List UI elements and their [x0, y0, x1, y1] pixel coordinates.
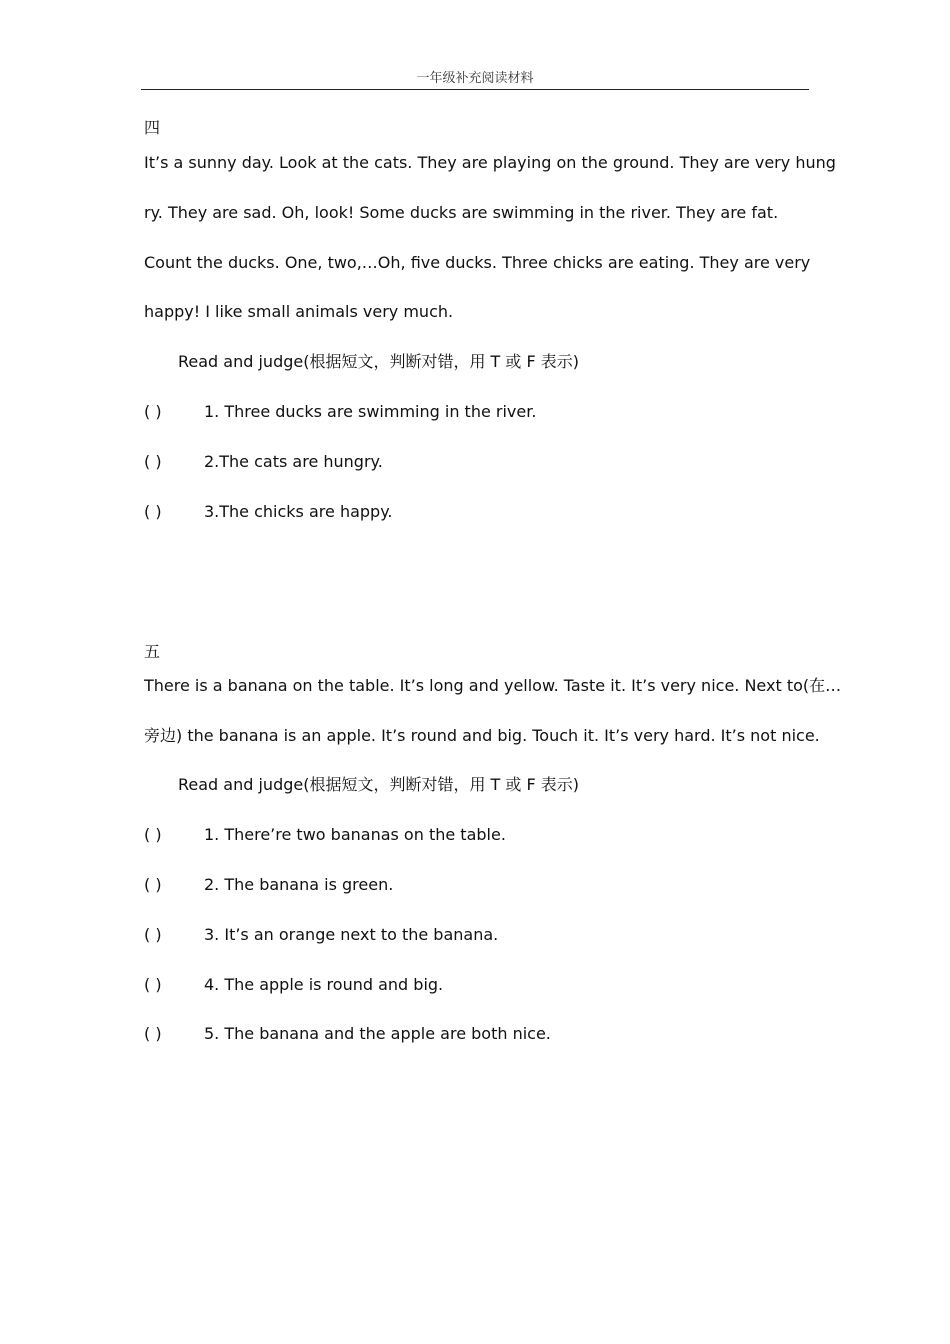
question-text: 3.The chicks are happy.: [204, 502, 393, 521]
passage-line: Count the ducks. One, two,…Oh, five ducks. Three chicks are eating. They are very: [144, 253, 811, 272]
question-text: 2. The banana is green.: [204, 875, 394, 894]
question-text: 1. Three ducks are swimming in the river.: [204, 402, 537, 421]
instruction: Read and judge(根据短文，判断对错，用 T 或 F 表示): [178, 352, 580, 371]
section-number: 四: [144, 118, 161, 137]
question-text: 4. The apple is round and big.: [204, 975, 444, 994]
question-row: [144, 401, 536, 423]
question-text: 2.The cats are hungry.: [204, 452, 383, 471]
answer-blank[interactable]: ( ): [144, 825, 162, 844]
passage-line: It’s a sunny day. Look at the cats. They are playing on the ground. They are very hung: [144, 153, 836, 172]
passage-line: There is a banana on the table. It’s long and yellow. Taste it. It’s very nice. Next to(在…: [144, 676, 842, 695]
answer-blank[interactable]: ( ): [144, 452, 162, 471]
question-text: 5. The banana and the apple are both nice.: [204, 1024, 551, 1043]
instruction: Read and judge(根据短文，判断对错，用 T 或 F 表示): [178, 775, 580, 794]
answer-blank[interactable]: ( ): [144, 925, 162, 944]
page-header: 一年级补充阅读材料: [141, 68, 809, 90]
answer-blank[interactable]: ( ): [144, 1024, 162, 1043]
question-row: [144, 924, 498, 946]
question-row: [144, 974, 443, 996]
section-number: 五: [144, 642, 161, 661]
answer-blank[interactable]: ( ): [144, 402, 162, 421]
passage-line: 旁边) the banana is an apple. It’s round and big. Touch it. It’s very hard. It’s not nice.: [144, 726, 820, 745]
question-row: [144, 501, 392, 523]
passage-line: happy! I like small animals very much.: [144, 302, 454, 321]
question-row: [144, 451, 383, 473]
question-text: 3. It’s an orange next to the banana.: [204, 925, 499, 944]
passage-line: ry. They are sad. Oh, look! Some ducks are swimming in the river. They are fat.: [144, 203, 779, 222]
question-row: [144, 874, 393, 896]
question-text: 1. There’re two bananas on the table.: [204, 825, 506, 844]
answer-blank[interactable]: ( ): [144, 875, 162, 894]
question-row: [144, 824, 506, 846]
answer-blank[interactable]: ( ): [144, 975, 162, 994]
question-row: [144, 1023, 551, 1045]
answer-blank[interactable]: ( ): [144, 502, 162, 521]
